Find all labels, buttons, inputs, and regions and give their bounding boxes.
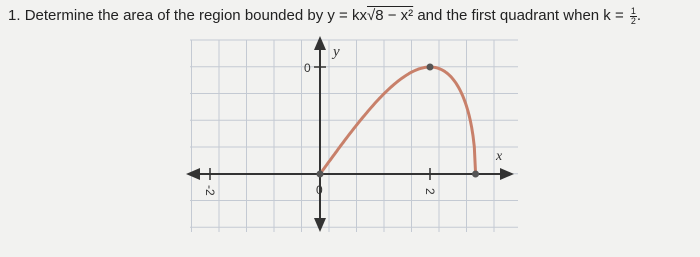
k-denominator: 2 [630, 15, 636, 26]
x-axis-label: x [496, 149, 503, 164]
question-number: 1. [8, 7, 21, 24]
question-body-continued: and the first quadrant when k = [413, 7, 628, 24]
x-axis-right-arrow [500, 168, 514, 180]
question-trailing: . [636, 7, 642, 24]
x-axis-left-arrow [186, 168, 200, 180]
x-tick-label-0: 0 [316, 183, 323, 197]
y-axis-up-arrow [314, 36, 326, 50]
curve-point-1 [427, 64, 434, 71]
radical-expression: √8 − x² [367, 7, 414, 24]
x-tick-label-2: 2 [423, 188, 437, 195]
curve-point-0 [317, 171, 324, 178]
y-axis-down-arrow [314, 218, 326, 232]
curve-point-2 [472, 171, 479, 178]
k-numerator: 1 [630, 5, 636, 16]
grid [190, 40, 518, 232]
y-tick-label: 0 [304, 61, 311, 75]
question-body: Determine the area of the region bounded by y = kx [24, 7, 367, 24]
y-axis-label: y [333, 44, 340, 60]
x-tick-label-neg2: -2 [203, 185, 217, 196]
